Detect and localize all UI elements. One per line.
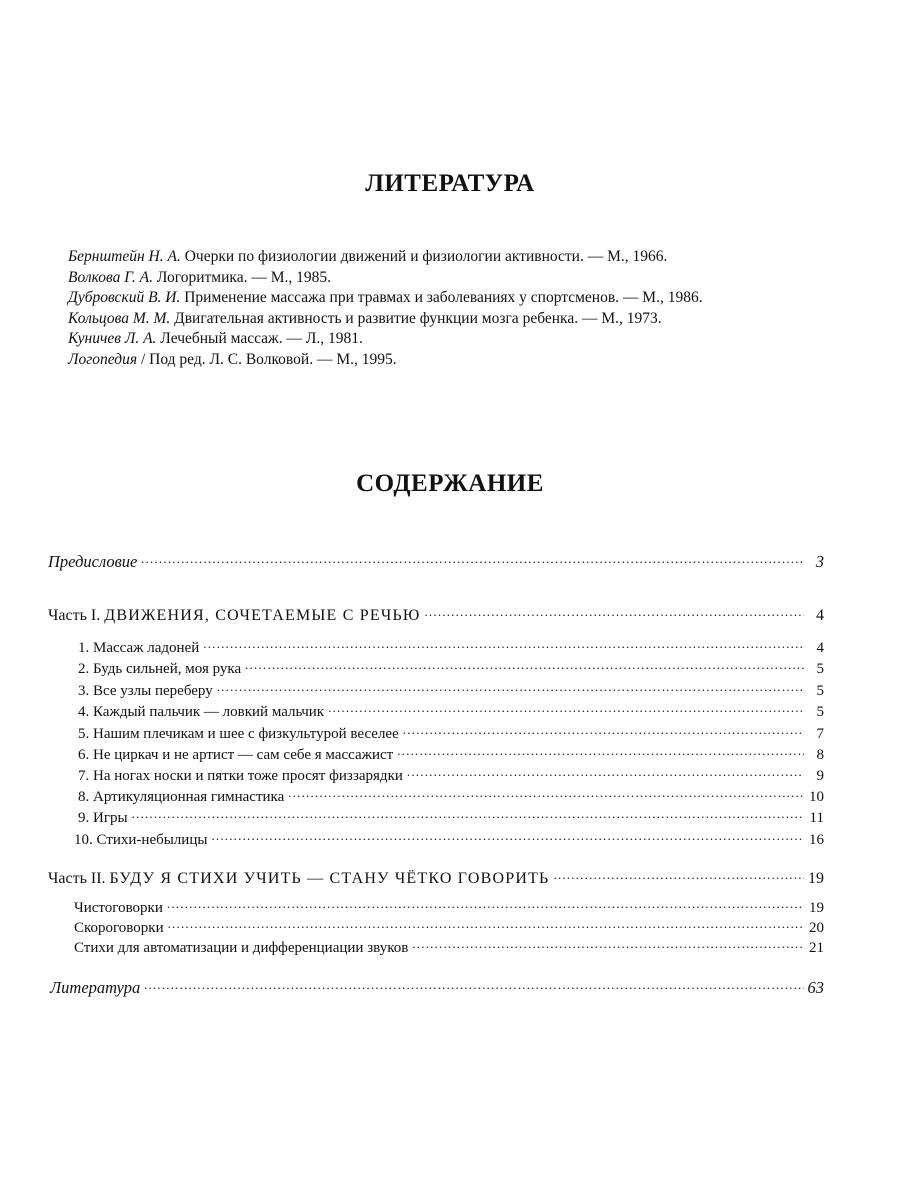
toc-label: Стихи для автоматизации и дифференциации звуков [74,940,409,956]
toc-label: 5. Нашим плечикам и шее с физкультурой веселее [78,726,399,742]
toc-row-item[interactable] [78,655,824,678]
toc-label [48,870,549,888]
toc-page-number: 4 [816,640,824,656]
toc-leader-dots [288,783,804,801]
toc-page-number: 20 [809,920,824,936]
toc-page-number: 4 [816,607,824,625]
toc-leader-dots [144,973,804,993]
toc-label: Скороговорки [74,920,164,936]
toc-leader-dots [132,804,804,822]
toc-label: 2. Будь сильней, моя рука [78,661,242,677]
toc-row-item[interactable] [78,783,824,806]
toc-leader-dots [412,934,804,952]
toc-leader-dots [403,720,804,738]
toc-page-number: 63 [807,977,824,997]
toc-label: Литература [50,977,141,997]
bibliography-author: Куничев Л. А. [68,330,157,347]
toc-leader-dots [424,601,804,620]
bibliography-text: Логоритмика. — М., 1985. [153,268,331,286]
toc-part-prefix: Часть II. [48,870,110,888]
bibliography-author: Дубровский В. И. [68,289,181,306]
bibliography-author: Бернштейн Н. А. [68,248,181,265]
toc-row-preface[interactable] [48,547,824,572]
literature-heading: ЛИТЕРАТУРА [365,170,535,197]
toc-leader-dots [168,914,804,932]
toc-row-item[interactable] [78,720,824,743]
bibliography-entry [68,329,848,350]
toc-page-number: 19 [808,870,824,888]
bibliography-entry [68,309,848,330]
bibliography-text: Двигательная активность и развитие функции мозга ребенка. — М., 1973. [170,309,662,327]
toc-label: Предисловие [48,551,138,571]
toc-page-number: 5 [816,704,824,720]
toc-label: 7. На ногах носки и пятки тоже просят физзарядки [78,768,403,784]
toc-row-literature[interactable] [50,973,824,998]
bibliography-text: Лечебный массаж. — Л., 1981. [156,330,363,347]
toc-page-number: 3 [815,551,824,571]
toc-leader-dots [397,741,804,759]
toc-label: 1. Массаж ладоней [78,640,200,656]
toc-label: 3. Все узлы переберу [78,683,213,699]
toc-leader-dots [553,864,804,883]
toc-page-number: 5 [816,661,824,677]
toc-row-item[interactable] [78,741,824,764]
bibliography-entry [68,268,848,289]
toc-leader-dots [245,655,804,673]
toc-label [48,607,420,625]
toc-row-item[interactable] [78,677,824,700]
toc-leader-dots [141,547,804,567]
bibliography-entry [68,247,848,268]
toc-page-number: 11 [809,810,824,826]
toc-page-number: 5 [816,683,824,699]
bibliography-author: Волкова Г. А. [68,268,153,286]
bibliography-text: Применение массажа при травмах и заболеваниях у спортсменов. — М., 1986. [180,289,703,306]
toc-leader-dots [203,634,804,652]
bibliography-list [68,247,848,370]
toc-leader-dots [217,677,804,695]
toc-row-item[interactable] [78,634,824,657]
toc-page-number: 9 [816,768,824,784]
toc-label: 9. Игры [78,810,128,826]
toc-page-number: 8 [816,747,824,763]
toc-label: Чистоговорки [74,900,163,916]
toc-row-item[interactable] [78,698,824,721]
toc-page-number: 16 [809,832,824,848]
bibliography-entry [68,288,848,309]
toc-label: 10. Стихи-небылицы [74,832,208,848]
toc-row-item[interactable] [78,762,824,785]
toc-part-prefix: Часть I. [48,607,105,625]
bibliography-entry [68,350,848,371]
toc-row-part-1[interactable] [48,601,824,625]
toc-label: 6. Не циркач и не артист — сам себе я массажист [78,747,394,763]
toc-part-title: БУДУ Я СТИХИ УЧИТЬ — СТАНУ ЧЁТКО ГОВОРИТЬ [109,870,550,888]
toc-page-number: 21 [809,940,824,956]
bibliography-text: Очерки по физиологии движений и физиологии активности. — М., 1966. [180,248,668,265]
toc-page-number: 19 [809,900,824,916]
toc-label: 4. Каждый пальчик — ловкий мальчик [78,704,325,720]
bibliography-author: Кольцова М. М. [68,309,171,327]
toc-row-part-2[interactable] [48,864,824,888]
bibliography-author: Логопедия [68,350,138,368]
toc-page-number: 7 [816,726,824,742]
toc-row-item[interactable] [78,804,824,827]
bibliography-text: / Под ред. Л. С. Волковой. — М., 1995. [137,350,397,368]
toc-row-item[interactable] [74,934,824,957]
toc-page-number: 10 [809,789,824,805]
toc-leader-dots [407,762,804,780]
toc-row-item[interactable] [74,826,824,849]
contents-heading: СОДЕРЖАНИЕ [356,470,544,497]
toc-label: 8. Артикуляционная гимнастика [78,789,285,805]
toc-leader-dots [167,894,804,912]
toc-leader-dots [328,698,804,716]
toc-leader-dots [211,826,804,844]
toc-part-title: ДВИЖЕНИЯ, СОЧЕТАЕМЫЕ С РЕЧЬЮ [104,607,421,625]
